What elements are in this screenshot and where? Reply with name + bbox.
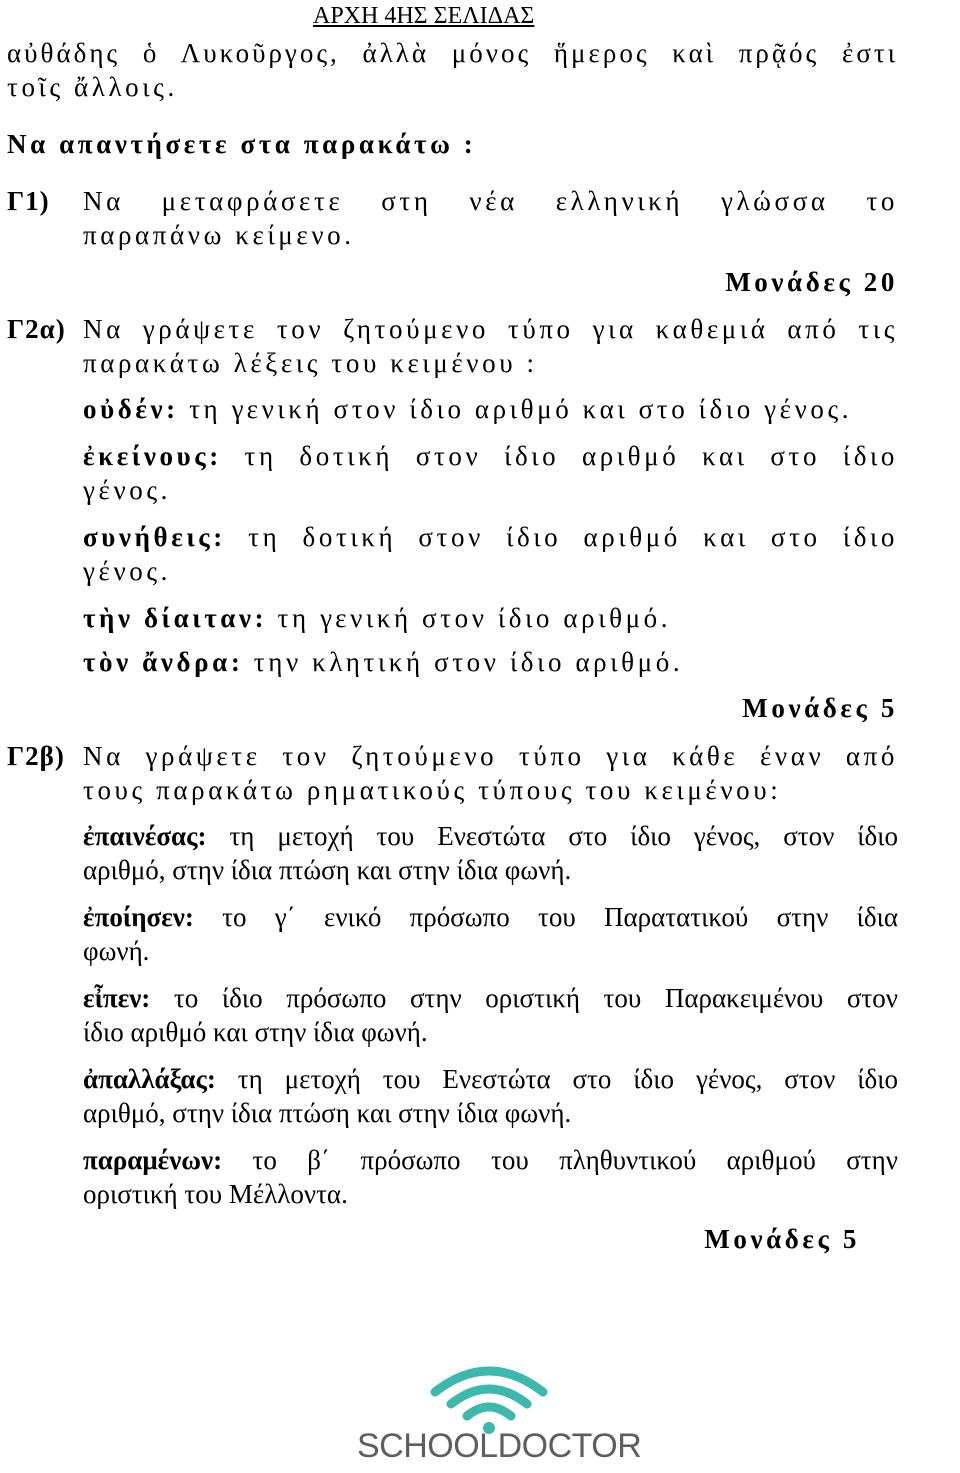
instructions-heading: Να απαντήσετε στα παρακάτω :	[7, 129, 477, 159]
g2b-item-desc-line-2: οριστική του Μέλλοντα.	[83, 1179, 348, 1209]
g2a-item-term: οὐδέν:	[83, 394, 179, 424]
g2a-item-term: ἐκείνους:	[83, 441, 222, 471]
question-g2a-text-line-2: παρακάτω λέξεις του κειμένου :	[83, 348, 538, 378]
question-g1-points: Μονάδες 20	[725, 267, 898, 297]
quote-line-1: αὐθάδης ὁ Λυκοῦργος, ἀλλὰ μόνος ἥμερος καὶ πρᾷός ἐστι	[7, 38, 898, 68]
question-g2a-text-line-1: Να γράψετε τον ζητούμενο τύπο για καθεμιά από τις	[83, 314, 898, 344]
g2b-item-desc: το β΄ πρόσωπο του πληθυντικού αριθμού στην	[252, 1145, 898, 1175]
logo-text-doctor: DOCTOR	[497, 1427, 642, 1465]
g2a-item-desc: την κλητική στον ίδιο αριθμό.	[253, 647, 684, 677]
g2b-item-desc-line-2: φωνή.	[83, 936, 150, 966]
g2b-item	[83, 1143, 898, 1177]
question-g1-label: Γ1)	[7, 186, 50, 216]
g2b-item	[83, 819, 898, 853]
question-g2b-label: Γ2β)	[7, 741, 65, 771]
g2b-item-desc: το γ΄ ενικό πρόσωπο του Παρατατικού στην ίδια	[222, 902, 899, 932]
g2a-item	[83, 520, 898, 554]
g2a-item-desc: τη γενική στον ίδιο αριθμό.	[277, 603, 672, 633]
g2b-item-desc: τη μετοχή του Ενεστώτα στο ίδιο γένος, στον ίδιο	[237, 1064, 899, 1094]
g2a-item-desc: τη δοτική στον ίδιο αριθμό και στο ίδιο	[244, 441, 898, 471]
g2b-item	[83, 900, 898, 934]
logo-text-school: SCHOOL	[357, 1427, 498, 1465]
g2b-item-desc-line-2: ίδιο αριθμό και στην ίδια φωνή.	[83, 1017, 428, 1047]
g2a-item-desc: τη γενική στον ίδιο αριθμό και στο ίδιο γένος.	[189, 394, 853, 424]
g2b-item-desc-line-2: αριθμό, στην ίδια πτώση και στην ίδια φωνή.	[83, 1098, 572, 1128]
question-g1-text-line-1: Να μεταφράσετε στη νέα ελληνική γλώσσα το	[83, 186, 898, 216]
question-g2b-points: Μονάδες 5	[704, 1224, 860, 1254]
logo-wordmark	[357, 1426, 641, 1466]
g2a-item-term: τὴν δίαιταν:	[83, 603, 268, 633]
g2b-item-desc: το ίδιο πρόσωπο στην οριστική του Παρακειμένου στον	[173, 983, 898, 1013]
g2a-item	[83, 392, 852, 426]
g2b-item-desc: τη μετοχή του Ενεστώτα στο ίδιο γένος, στον ίδιο	[229, 821, 899, 851]
g2a-item-desc: τη δοτική στον ίδιο αριθμό και στο ίδιο	[248, 522, 898, 552]
g2a-item-desc-line-2: γένος.	[83, 475, 172, 505]
g2b-item-term: εἶπεν:	[83, 983, 151, 1013]
g2b-item-term: ἐποίησεν:	[83, 902, 194, 932]
g2a-item-desc-line-2: γένος.	[83, 556, 172, 586]
quote-line-2: τοῖς ἄλλοις.	[7, 72, 178, 102]
question-g2b-text-line-2: τους παρακάτω ρηματικούς τύπους του κειμένου:	[83, 775, 782, 805]
question-g1-text-line-2: παραπάνω κείμενο.	[83, 220, 355, 250]
g2b-item-desc-line-2: αριθμό, στην ίδια πτώση και στην ίδια φωνή.	[83, 855, 572, 885]
question-g2a-points: Μονάδες 5	[742, 693, 898, 723]
g2a-item	[83, 439, 898, 473]
question-g2b-text-line-1: Να γράψετε τον ζητούμενο τύπο για κάθε έναν από	[83, 741, 898, 771]
question-g2a-label: Γ2α)	[7, 314, 66, 344]
page-header: ΑΡΧΗ 4ΗΣ ΣΕΛΙΔΑΣ	[313, 3, 535, 29]
schooldoctor-logo	[355, 1352, 642, 1468]
g2b-item-term: παραμένων:	[83, 1145, 223, 1175]
g2a-item-term: τὸν ἄνδρα:	[83, 647, 244, 677]
g2a-item	[83, 645, 683, 679]
g2b-item	[83, 981, 898, 1015]
g2b-item-term: ἀπαλλάξας:	[83, 1064, 216, 1094]
g2b-item-term: ἐπαινέσας:	[83, 821, 207, 851]
g2a-item-term: συνήθεις:	[83, 522, 226, 552]
g2a-item	[83, 601, 671, 635]
g2b-item	[83, 1062, 898, 1096]
